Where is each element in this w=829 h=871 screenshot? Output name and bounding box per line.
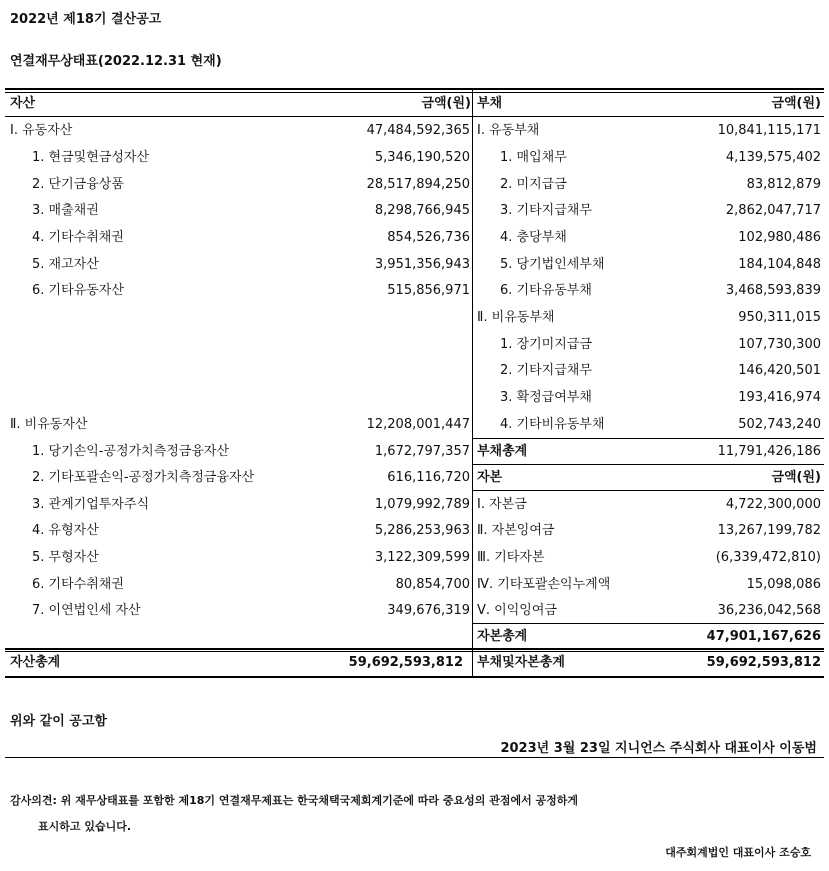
asset-item-row [0, 172, 470, 198]
liability-item-label: 1. 매입채무 [500, 150, 567, 165]
noncurrent-assets-row [0, 412, 470, 438]
current-assets-amount: 47,484,592,365 [366, 123, 470, 138]
liabilities-equity-total-amount: 59,692,593,812 [706, 655, 821, 670]
table-bottom-border [5, 676, 824, 678]
liability-item-amount: 83,812,879 [746, 177, 821, 192]
equity-item-amount: 15,098,086 [746, 577, 821, 592]
asset-item-row [0, 252, 470, 278]
liability-item-amount: 107,730,300 [738, 337, 821, 352]
asset-item-amount: 80,854,700 [395, 577, 470, 592]
liability-item-label: 2. 기타지급채무 [500, 363, 592, 378]
liability-item-label: 1. 장기미지급금 [500, 337, 592, 352]
asset-item-row [0, 518, 470, 544]
liability-item-label: 5. 당기법인세부채 [500, 257, 605, 272]
asset-item-row [0, 439, 470, 465]
asset-item-amount: 616,116,720 [387, 470, 470, 485]
noncurrent-liabilities-amount: 950,311,015 [738, 310, 821, 325]
equity-total-row [470, 624, 821, 650]
equity-item-label: Ⅰ. 자본금 [477, 497, 527, 512]
asset-item-row [0, 278, 470, 304]
equity-total-amount: 47,901,167,626 [706, 629, 821, 644]
equity-item-label: Ⅲ. 기타자본 [477, 550, 545, 565]
liabilities-total-amount: 11,791,426,186 [717, 444, 821, 459]
liability-item-row [470, 225, 821, 251]
liability-item-row [470, 332, 821, 358]
asset-item-label: 4. 기타수취채권 [32, 230, 124, 245]
asset-item-label: 1. 당기손익-공정가치측정금융자산 [32, 444, 230, 459]
asset-item-label: 6. 기타수취채권 [32, 577, 124, 592]
liability-item-amount: 2,862,047,717 [725, 203, 821, 218]
liability-item-amount: 193,416,974 [738, 390, 821, 405]
asset-item-amount: 5,286,253,963 [374, 523, 470, 538]
assets-header: 자산 [10, 96, 36, 111]
noncurrent-assets-amount: 12,208,001,447 [366, 417, 470, 432]
liability-item-row [470, 145, 821, 171]
equity-item-row [470, 518, 821, 544]
asset-item-amount: 1,672,797,357 [374, 444, 470, 459]
asset-item-row [0, 465, 470, 491]
auditor-signature: 대주회계법인 대표이사 조승호 [665, 846, 811, 859]
equity-header-bottom-border [472, 490, 824, 491]
equity-item-row [470, 572, 821, 598]
notice-title: 2022년 제18기 결산공고 [10, 12, 162, 27]
current-assets-row [0, 118, 470, 144]
asset-item-label: 3. 관계기업투자주식 [32, 497, 149, 512]
asset-item-label: 1. 현금및현금성자산 [32, 150, 149, 165]
liability-item-amount: 3,468,593,839 [725, 283, 821, 298]
equity-item-amount: 4,722,300,000 [725, 497, 821, 512]
equity-item-row [470, 545, 821, 571]
equity-item-label: Ⅳ. 기타포괄손익누계액 [477, 577, 611, 592]
liability-item-amount: 502,743,240 [738, 417, 821, 432]
liability-item-row [470, 385, 821, 411]
equity-item-amount: (6,339,472,810) [715, 550, 821, 565]
table-header-row [0, 91, 829, 117]
declaration-text: 위와 같이 공고함 [10, 714, 107, 729]
current-assets-label: Ⅰ. 유동자산 [10, 123, 73, 138]
asset-item-row [0, 492, 470, 518]
liability-item-amount: 102,980,486 [738, 230, 821, 245]
asset-item-amount: 3,951,356,943 [374, 257, 470, 272]
asset-item-row [0, 545, 470, 571]
asset-item-label: 6. 기타유동자산 [32, 283, 124, 298]
liability-item-label: 3. 확정급여부채 [500, 390, 592, 405]
asset-item-label: 5. 재고자산 [32, 257, 99, 272]
statement-title: 연결재무상태표(2022.12.31 현재) [10, 54, 222, 69]
liability-item-label: 3. 기타지급채무 [500, 203, 592, 218]
asset-item-amount: 5,346,190,520 [374, 150, 470, 165]
audit-opinion-line-1: 감사의견: 위 재무상태표를 포함한 제18기 연결재무제표는 한국채택국제회계기준에 따라 중요성의 관점에서 공정하게 [10, 794, 579, 807]
assets-total-label: 자산총계 [10, 655, 61, 670]
equity-item-label: Ⅴ. 이익잉여금 [477, 603, 557, 618]
asset-item-row [0, 225, 470, 251]
asset-item-row [0, 198, 470, 224]
liabilities-equity-total-label: 부채및자본총계 [477, 655, 565, 670]
assets-total-amount: 59,692,593,812 [348, 655, 463, 670]
footer-divider [5, 757, 824, 758]
column-divider [472, 88, 473, 678]
noncurrent-liabilities-label: Ⅱ. 비유동부채 [477, 310, 555, 325]
table-top-border [5, 88, 824, 90]
liability-item-row [470, 198, 821, 224]
asset-item-label: 2. 기타포괄손익-공정가치측정금융자산 [32, 470, 255, 485]
asset-item-amount: 3,122,309,599 [374, 550, 470, 565]
asset-item-amount: 515,856,971 [387, 283, 470, 298]
equity-header: 자본 [477, 470, 503, 485]
grand-total-row [0, 650, 829, 676]
liability-item-row [470, 358, 821, 384]
asset-item-row [0, 598, 470, 624]
equity-total-label: 자본총계 [477, 629, 528, 644]
equity-item-label: Ⅱ. 자본잉여금 [477, 523, 555, 538]
asset-item-label: 4. 유형자산 [32, 523, 99, 538]
noncurrent-assets-label: Ⅱ. 비유동자산 [10, 417, 88, 432]
liability-item-label: 4. 충당부채 [500, 230, 567, 245]
date-signatory-line: 2023년 3월 23일 지니언스 주식회사 대표이사 이동범 [500, 741, 817, 756]
equity-header-row [470, 465, 821, 491]
asset-item-row [0, 145, 470, 171]
asset-item-amount: 1,079,992,789 [374, 497, 470, 512]
liability-item-amount: 184,104,848 [738, 257, 821, 272]
equity-item-row [470, 598, 821, 624]
liabilities-header: 부채 [477, 96, 503, 111]
asset-item-amount: 349,676,319 [387, 603, 470, 618]
asset-item-label: 5. 무형자산 [32, 550, 99, 565]
equity-item-amount: 13,267,199,782 [717, 523, 821, 538]
liability-item-amount: 4,139,575,402 [725, 150, 821, 165]
asset-item-amount: 28,517,894,250 [366, 177, 470, 192]
equity-item-row [470, 492, 821, 518]
asset-item-label: 7. 이연법인세 자산 [32, 603, 141, 618]
liability-item-label: 2. 미지급금 [500, 177, 567, 192]
liabilities-total-row [470, 439, 821, 465]
asset-item-row [0, 572, 470, 598]
asset-item-label: 3. 매출채권 [32, 203, 99, 218]
noncurrent-liabilities-row [470, 305, 821, 331]
equity-amount-header: 금액(원) [771, 470, 821, 485]
asset-item-label: 2. 단기금융상품 [32, 177, 124, 192]
current-liabilities-row [470, 118, 821, 144]
current-liabilities-amount: 10,841,115,171 [717, 123, 821, 138]
audit-opinion-line-2: 표시하고 있습니다. [38, 820, 132, 833]
liability-item-row [470, 412, 821, 438]
current-liabilities-label: Ⅰ. 유동부채 [477, 123, 540, 138]
liability-item-row [470, 172, 821, 198]
liabilities-total-label: 부채총계 [477, 444, 528, 459]
asset-item-amount: 8,298,766,945 [374, 203, 470, 218]
liability-item-row [470, 252, 821, 278]
liability-item-label: 4. 기타비유동부채 [500, 417, 605, 432]
liability-item-label: 6. 기타유동부채 [500, 283, 592, 298]
liabilities-amount-header: 금액(원) [771, 96, 821, 111]
liability-item-amount: 146,420,501 [738, 363, 821, 378]
asset-item-amount: 854,526,736 [387, 230, 470, 245]
equity-item-amount: 36,236,042,568 [717, 603, 821, 618]
assets-amount-header: 금액(원) [421, 96, 471, 111]
liability-item-row [470, 278, 821, 304]
